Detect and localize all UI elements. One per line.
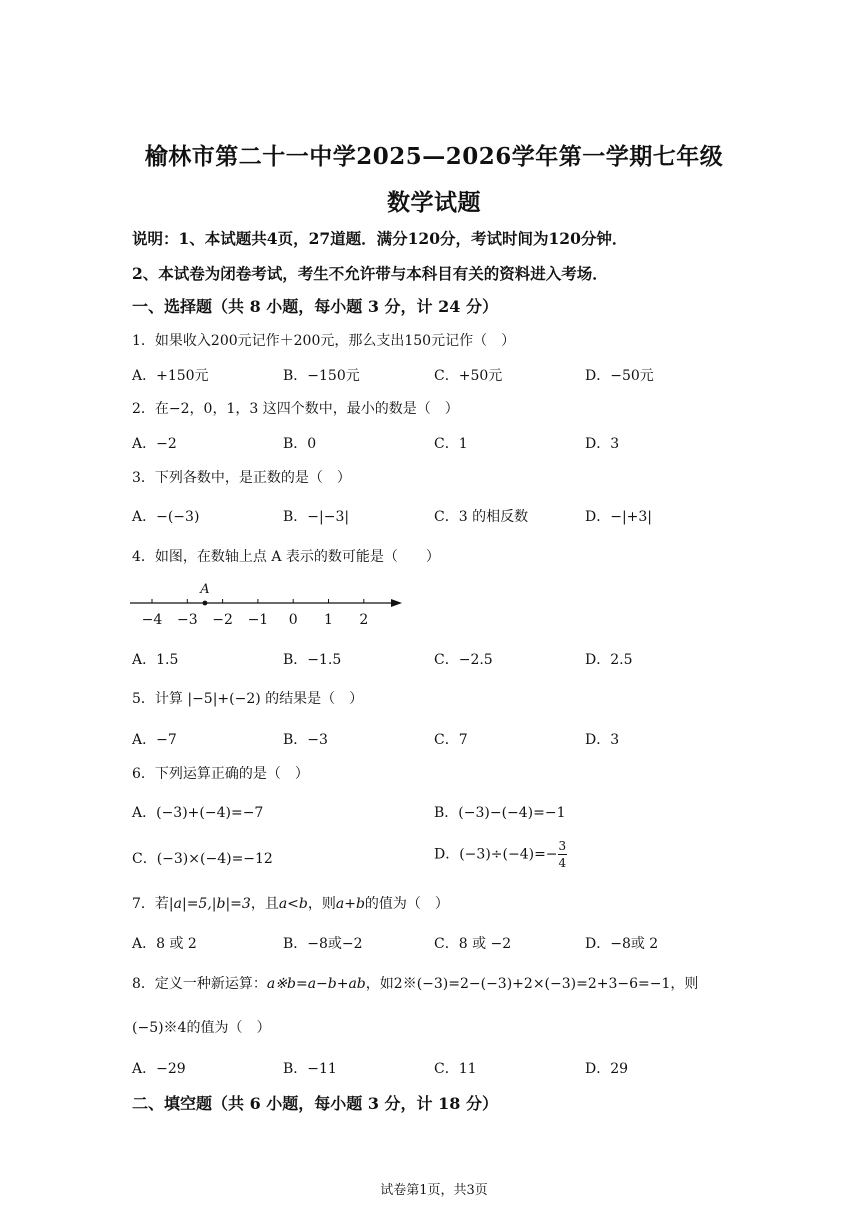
question-7-option-b: B．−8或−2: [283, 936, 363, 952]
question-2-option-b: B．0: [283, 436, 317, 452]
exam-subtitle: 数学试题: [387, 189, 481, 216]
question-7-option-a: A．8 或 2: [132, 936, 197, 952]
question-5-option-c: C．7: [434, 732, 468, 748]
question-6-option-d: [434, 840, 567, 869]
question-8-example: 2※(−3)=2−(−3)+2×(−3)=2+3−6=−1: [393, 976, 671, 992]
instructions-line-2: 2、本试卷为闭卷考试，考生不允许带与本科目有关的资料进入考场．: [132, 264, 608, 283]
question-2-option-c: C．1: [434, 436, 468, 452]
question-5-option-a: A．−7: [132, 732, 177, 748]
question-8-expression: (−5)※4: [132, 1020, 187, 1036]
question-7-option-c: C．8 或 −2: [434, 936, 512, 952]
section-heading-fill-in: 二、填空题（共 6 小题，每小题 3 分，计 18 分）: [132, 1094, 498, 1113]
question-6-option-a: A．(−3)+(−4)=−7: [132, 805, 264, 821]
point-a-label: A: [200, 582, 210, 597]
number-line-tick-label: 0: [288, 612, 298, 628]
question-8-definition: a※b=a−b+ab: [266, 976, 366, 992]
question-7-stem-mid: ，且: [250, 896, 279, 912]
question-8-option-a: A．−29: [132, 1061, 186, 1077]
question-8-stem-line-1: [132, 973, 698, 993]
question-7-condition: |a|=5,|b|=3: [168, 896, 251, 912]
question-8-stem-pre: 8．定义一种新运算：: [132, 976, 267, 992]
question-1-option-a: A．+150元: [132, 368, 209, 384]
question-3-option-b: B．−|−3|: [283, 509, 350, 525]
fraction-numerator: 3: [558, 839, 567, 853]
question-3-stem: 3．下列各数中，是正数的是（ ）: [132, 470, 351, 486]
question-7-stem-pre: 7．若: [132, 896, 169, 912]
question-5-expression: |−5|+(−2): [187, 691, 261, 707]
question-5-option-b: B．−3: [283, 732, 328, 748]
number-line-tick-label: −2: [212, 612, 233, 628]
question-8-option-d: D．29: [585, 1061, 629, 1077]
question-8-stem-line-2: [132, 1017, 270, 1037]
question-6-option-d-text: D．(−3)÷(−4)=−: [434, 846, 558, 863]
number-line-tick-label: −4: [141, 612, 163, 628]
question-7-stem-post: 的值为（ ）: [364, 896, 449, 912]
question-5-stem: [132, 688, 363, 708]
question-1-option-b: B．−150元: [283, 368, 360, 384]
number-line-tick-label: 1: [324, 612, 333, 628]
question-3-option-a: A．−(−3): [132, 509, 200, 525]
question-8-option-b: B．−11: [283, 1061, 337, 1077]
question-8-option-c: C．11: [434, 1061, 477, 1077]
question-1-option-d: D．−50元: [585, 368, 654, 384]
question-1-stem: 1．如果收入200元记作＋200元，那么支出150元记作（ ）: [132, 333, 516, 349]
question-7-inequality: a<b: [278, 896, 308, 912]
question-3-option-c: C．3 的相反数: [434, 509, 529, 525]
fraction-denominator: 4: [558, 856, 567, 870]
number-line-figure: [128, 582, 408, 632]
instructions-line-1: 说明：1、本试题共4页，27道题．满分120分，考试时间为120分钟．: [132, 229, 628, 248]
section-heading-choice: 一、选择题（共 8 小题，每小题 3 分，计 24 分）: [132, 297, 498, 316]
question-2-option-d: D．3: [585, 436, 620, 452]
exam-title: 榆林市第二十一中学2025—2026学年第一学期七年级: [144, 143, 724, 170]
number-line-tick-label: 2: [359, 612, 369, 628]
question-4-option-b: B．−1.5: [283, 652, 342, 668]
question-6-option-c: C．(−3)×(−4)=−12: [132, 851, 273, 867]
question-1-option-c: C．+50元: [434, 368, 503, 384]
question-4-option-a: A．1.5: [132, 652, 179, 668]
page-footer: 试卷第1页，共3页: [380, 1183, 488, 1198]
question-5-stem-pre: 5．计算: [132, 691, 188, 707]
question-2-option-a: A．−2: [132, 436, 177, 452]
question-8-stem-post: ，则: [670, 976, 699, 992]
point-a-marker: [203, 601, 208, 606]
question-5-stem-post: 的结果是（ ）: [260, 691, 364, 707]
question-3-option-d: D．−|+3|: [585, 509, 653, 525]
question-7-stem: [132, 893, 449, 913]
question-8-stem-mid: ，如: [365, 976, 394, 992]
arrow-right-icon: [391, 599, 402, 607]
question-4-option-c: C．−2.5: [434, 652, 493, 668]
question-4-stem: 4．如图，在数轴上点 A 表示的数可能是（ ）: [132, 549, 440, 565]
question-6-stem: 6．下列运算正确的是（ ）: [132, 766, 309, 782]
question-7-stem-mid2: ，则: [307, 896, 336, 912]
question-4-option-d: D．2.5: [585, 652, 633, 668]
number-line-tick-label: −1: [247, 612, 269, 628]
question-7-option-d: D．−8或 2: [585, 936, 659, 952]
fraction-three-quarters: [558, 840, 568, 869]
number-line-tick-label: −3: [176, 612, 198, 628]
question-8-stem-line-2-post: 的值为（ ）: [186, 1020, 271, 1036]
question-6-option-b: B．(−3)−(−4)=−1: [434, 805, 566, 821]
question-2-stem: 2．在−2，0，1，3 这四个数中，最小的数是（ ）: [132, 401, 459, 417]
question-7-sum: a+b: [335, 896, 365, 912]
question-5-option-d: D．3: [585, 732, 620, 748]
